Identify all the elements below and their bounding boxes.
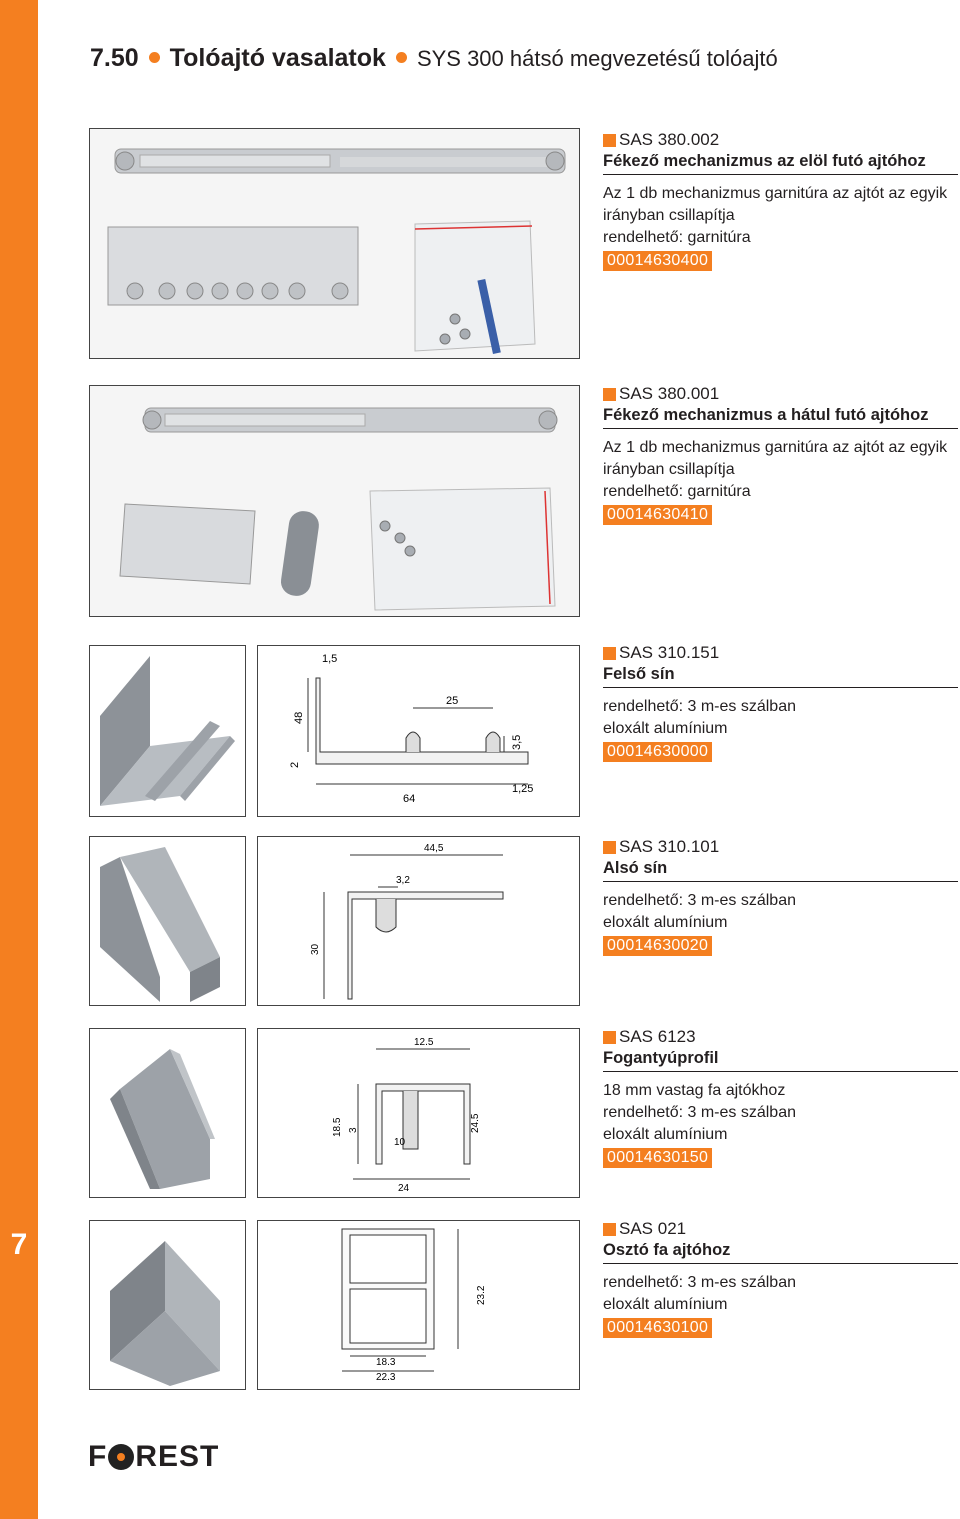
page-title: Tolóajtó vasalatok — [169, 44, 386, 72]
dim-label: 30 — [310, 943, 321, 955]
forest-logo: F REST — [88, 1440, 220, 1473]
product-info-sas-380-002 — [603, 130, 958, 271]
product-photo-sas-021 — [89, 1220, 246, 1390]
dim-label: 18.3 — [376, 1357, 396, 1368]
dim-label: 1,5 — [322, 653, 338, 665]
chapter-sidebar — [0, 0, 38, 1519]
dim-label: 44,5 — [424, 843, 444, 854]
dim-label: 23.2 — [476, 1285, 487, 1305]
product-code: SAS 310.151 — [603, 643, 958, 663]
product-info-sas-021 — [603, 1219, 958, 1338]
product-info-sas-6123 — [603, 1027, 958, 1168]
dim-label: 1,25 — [512, 783, 534, 795]
product-photo-sas-310-151 — [89, 645, 246, 817]
order-number-badge: 00014630410 — [603, 505, 712, 525]
order-number-badge: 00014630020 — [603, 936, 712, 956]
orange-square-icon — [603, 388, 616, 401]
lower-rail-drawing — [258, 837, 580, 1006]
product-title: Fékező mechanizmus a hátul futó ajtóhoz — [603, 406, 958, 429]
orange-square-icon — [603, 647, 616, 660]
dim-label: 2 — [289, 761, 301, 768]
upper-rail-drawing — [258, 646, 580, 817]
handle-profile-render — [90, 1029, 246, 1198]
dim-label: 12.5 — [414, 1037, 434, 1048]
product-code: SAS 6123 — [603, 1027, 958, 1047]
product-desc-line: irányban csillapítja — [603, 207, 735, 224]
dim-label: 25 — [446, 695, 459, 707]
product-desc-line: irányban csillapítja — [603, 461, 735, 478]
product-desc-line: 18 mm vastag fa ajtókhoz — [603, 1082, 786, 1099]
product-desc-line: rendelhető: 3 m-es szálban — [603, 892, 796, 909]
dim-label: 3,5 — [511, 734, 523, 750]
product-title: Alsó sín — [603, 859, 958, 882]
order-number-badge: 00014630150 — [603, 1148, 712, 1168]
order-number-badge: 00014630000 — [603, 742, 712, 762]
dim-label: 10 — [394, 1137, 406, 1148]
product-desc-line: Az 1 db mechanizmus garnitúra az ajtót az egyik — [603, 439, 948, 456]
product-title: Felső sín — [603, 665, 958, 688]
order-number-badge: 00014630100 — [603, 1318, 712, 1338]
product-desc-line: rendelhető: 3 m-es szálban — [603, 1274, 796, 1291]
product-desc-line: eloxált alumínium — [603, 720, 728, 737]
product-desc-line: rendelhető: 3 m-es szálban — [603, 698, 796, 715]
product-photo-sas-6123 — [89, 1028, 246, 1198]
dim-label: 24.5 — [470, 1113, 481, 1133]
order-number-badge: 00014630400 — [603, 251, 712, 271]
logo-circle-icon — [108, 1444, 134, 1470]
product-desc-line: eloxált alumínium — [603, 1296, 728, 1313]
product-desc-line: rendelhető: 3 m-es szálban — [603, 1104, 796, 1121]
dim-label: 3,2 — [396, 875, 410, 886]
handle-profile-drawing — [258, 1029, 580, 1198]
orange-square-icon — [603, 1223, 616, 1236]
orange-square-icon — [603, 134, 616, 147]
divider-profile-drawing — [258, 1221, 580, 1390]
dim-label: 24 — [398, 1183, 410, 1194]
divider-profile-render — [90, 1221, 246, 1390]
section-number: 7.50 — [90, 44, 139, 72]
product-desc-line: eloxált alumínium — [603, 1126, 728, 1143]
page-header — [90, 44, 778, 73]
product-title: Fékező mechanizmus az elöl futó ajtóhoz — [603, 152, 958, 175]
product-code: SAS 310.101 — [603, 837, 958, 857]
drawing-sas-021 — [257, 1220, 580, 1390]
orange-square-icon — [603, 1031, 616, 1044]
product-desc-line: rendelhető: garnitúra — [603, 483, 751, 500]
dim-label: 22.3 — [376, 1372, 396, 1383]
dim-label: 3 — [348, 1127, 359, 1133]
damper-kit-rear-photo — [90, 386, 580, 617]
damper-kit-front-photo — [90, 129, 580, 359]
product-code: SAS 380.002 — [603, 130, 958, 150]
orange-square-icon — [603, 841, 616, 854]
drawing-sas-6123 — [257, 1028, 580, 1198]
product-photo-sas-310-101 — [89, 836, 246, 1006]
dim-label: 64 — [403, 793, 416, 805]
product-info-sas-310-101 — [603, 837, 958, 956]
drawing-sas-310-151 — [257, 645, 580, 817]
product-photo-sas-380-001 — [89, 385, 580, 617]
product-title: Osztó fa ajtóhoz — [603, 1241, 958, 1264]
product-code: SAS 021 — [603, 1219, 958, 1239]
drawing-sas-310-101 — [257, 836, 580, 1006]
product-desc-line: rendelhető: garnitúra — [603, 229, 751, 246]
lower-rail-render — [90, 837, 246, 1006]
product-desc-line: Az 1 db mechanizmus garnitúra az ajtót az egyik — [603, 185, 948, 202]
dim-label: 48 — [293, 711, 305, 724]
product-info-sas-310-151 — [603, 643, 958, 762]
bullet-dot-icon — [149, 52, 160, 63]
product-photo-sas-380-002 — [89, 128, 580, 359]
dim-label: 18.5 — [332, 1117, 343, 1137]
product-code: SAS 380.001 — [603, 384, 958, 404]
product-title: Fogantyúprofil — [603, 1049, 958, 1072]
page-subtitle: SYS 300 hátsó megvezetésű tolóajtó — [416, 46, 778, 71]
product-desc-line: eloxált alumínium — [603, 914, 728, 931]
chapter-number: 7 — [10, 1228, 28, 1261]
upper-rail-render — [90, 646, 246, 817]
bullet-dot-icon — [396, 52, 407, 63]
product-info-sas-380-001 — [603, 384, 958, 525]
